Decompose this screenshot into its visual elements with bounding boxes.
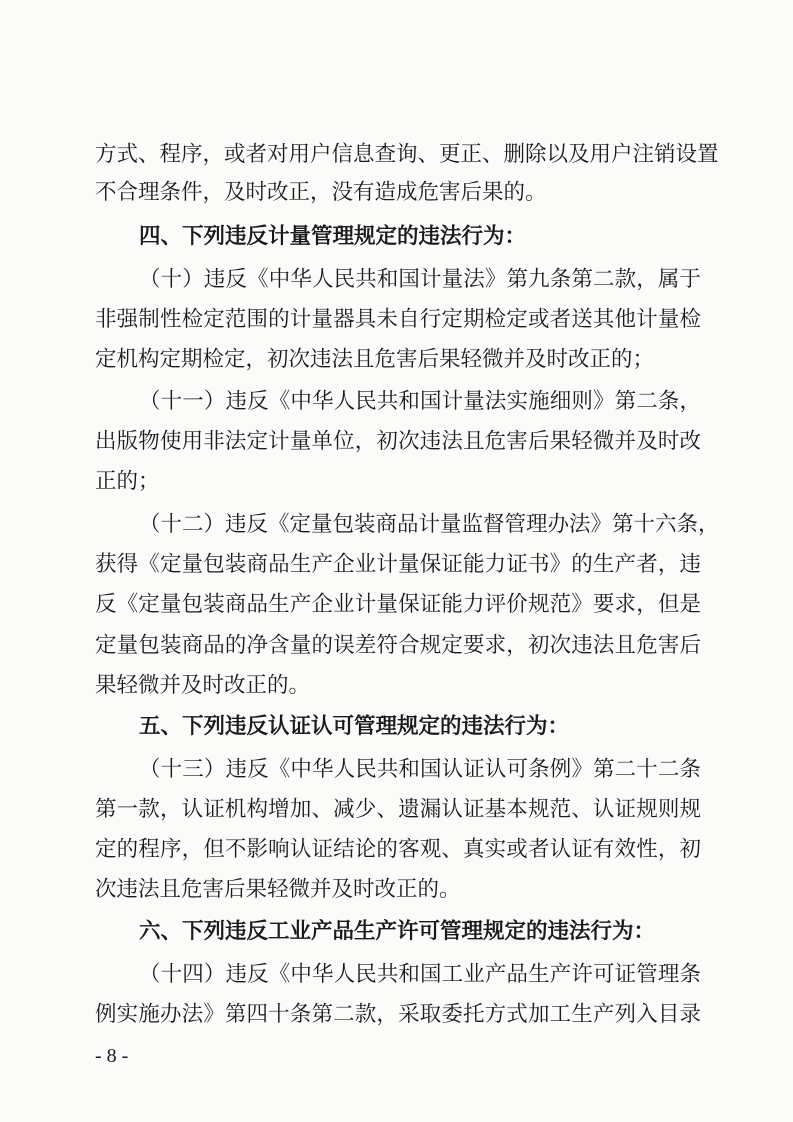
body-line: 非强制性检定范围的计量器具未自行定期检定或者送其他计量检 (95, 307, 701, 332)
body-line: 次违法且危害后果轻微并及时改正的。 (95, 877, 461, 902)
body-line: 获得《定量包装商品生产企业计量保证能力证书》的生产者，违 (95, 552, 701, 577)
body-line: （十四）违反《中华人民共和国工业产品生产许可证管理条 (139, 962, 701, 987)
body-line: （十）违反《中华人民共和国计量法》第九条第二款，属于 (139, 267, 701, 292)
body-line: 正的； (95, 469, 160, 494)
body-line: （十三）违反《中华人民共和国认证认可条例》第二十二条 (139, 757, 701, 782)
body-line: 反《定量包装商品生产企业计量保证能力评价规范》要求，但是 (95, 592, 701, 617)
body-line: 出版物使用非法定计量单位，初次违法且危害后果轻微并及时改 (95, 429, 701, 454)
section-heading: 四、下列违反计量管理规定的违法行为： (139, 224, 527, 249)
body-line: 不合理条件，及时改正，没有造成危害后果的。 (95, 180, 547, 205)
body-line: 例实施办法》第四十条第二款，采取委托方式加工生产列入目录 (95, 1002, 701, 1027)
body-line: 定的程序，但不影响认证结论的客观、真实或者认证有效性，初 (95, 837, 701, 862)
body-line: 第一款，认证机构增加、减少、遗漏认证基本规范、认证规则规 (95, 797, 701, 822)
body-line: 定机构定期检定，初次违法且危害后果轻微并及时改正的； (95, 347, 655, 372)
section-heading: 六、下列违反工业产品生产许可管理规定的违法行为： (139, 919, 656, 944)
body-line: （十二）违反《定量包装商品计量监督管理办法》第十六条， (139, 512, 720, 537)
body-line: 果轻微并及时改正的。 (95, 673, 311, 698)
body-line: 定量包装商品的净含量的误差符合规定要求，初次违法且危害后 (95, 633, 701, 658)
section-heading: 五、下列违反认证认可管理规定的违法行为： (139, 714, 570, 739)
page-number: - 8 - (95, 1045, 129, 1067)
body-line: （十一）违反《中华人民共和国计量法实施细则》第二条， (139, 389, 701, 414)
body-line: 方式、程序，或者对用户信息查询、更正、删除以及用户注销设置 (95, 142, 719, 167)
